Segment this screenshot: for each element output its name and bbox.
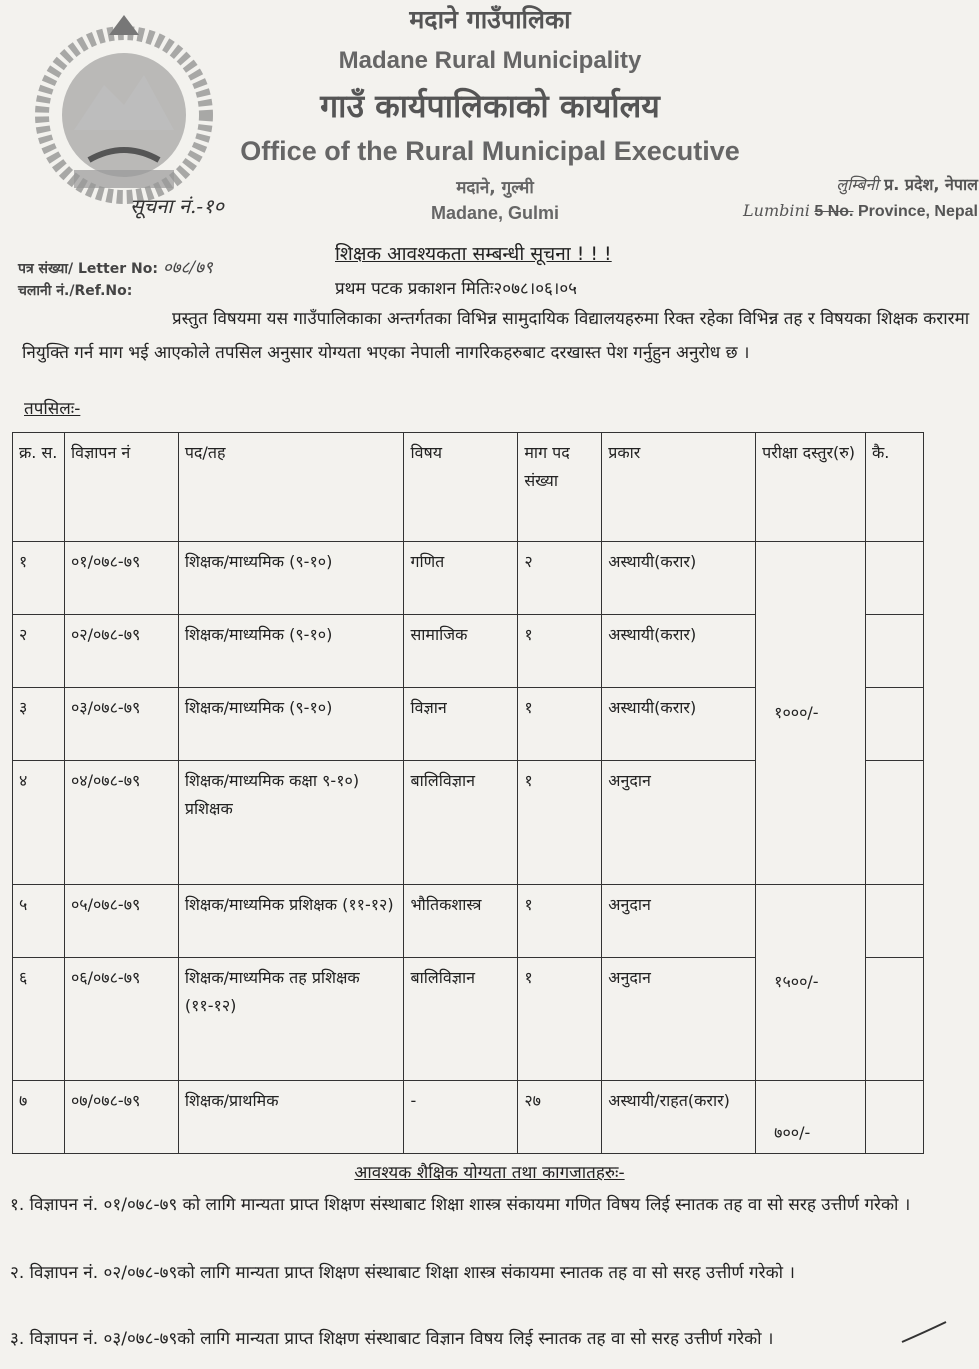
cell-ad-no: ०४/०७८-७९: [64, 761, 178, 884]
cell-post: शिक्षक/माध्यमिक कक्षा ९-१०) प्रशिक्षक: [178, 761, 404, 884]
office-name-en: Office of the Rural Municipal Executive: [240, 136, 740, 166]
province-handwritten-en: Lumbini: [743, 201, 810, 220]
qualification-item: २. विज्ञापन नं. ०२/०७८-७९को लागि मान्यता प्राप्त शिक्षण संस्थाबाट शिक्षा शास्त्र संकायमा स्नातक तह वा सो सरह उत्तीर्ण गरेको ।: [10, 1263, 795, 1283]
municipality-name-np: मदाने गाउँपालिका: [409, 5, 571, 34]
cell-remarks: [866, 761, 924, 884]
cell-type: अस्थायी(करार): [602, 542, 756, 615]
cell-subject: बालिविज्ञान: [404, 957, 518, 1080]
col-header-subject: विषय: [404, 433, 518, 542]
cell-subject: -: [404, 1080, 518, 1153]
cell-subject: बालिविज्ञान: [404, 761, 518, 884]
cell-count: १: [518, 884, 602, 957]
col-header-type: प्रकार: [602, 433, 756, 542]
cell-remarks: [866, 884, 924, 957]
cell-count: १: [518, 688, 602, 761]
cell-post: शिक्षक/माध्यमिक प्रशिक्षक (११-१२): [178, 884, 404, 957]
col-header-count: माग पद संख्या: [518, 433, 602, 542]
cell-subject: विज्ञान: [404, 688, 518, 761]
province-print-np: प्र. प्रदेश, नेपाल: [884, 175, 978, 194]
province-en: [708, 201, 978, 221]
cell-ad-no: ०२/०७८-७९: [64, 615, 178, 688]
cell-post: शिक्षक/माध्यमिक (९-१०): [178, 615, 404, 688]
cell-count: १: [518, 761, 602, 884]
ref-no-label: चलानी नं./Ref.No:: [18, 283, 133, 299]
cell-post: शिक्षक/माध्यमिक तह प्रशिक्षक (११-१२): [178, 957, 404, 1080]
cell-subject: सामाजिक: [404, 615, 518, 688]
cell-ad-no: ०५/०७८-७९: [64, 884, 178, 957]
cell-type: अनुदान: [602, 761, 756, 884]
cell-post: शिक्षक/माध्यमिक (९-१०): [178, 542, 404, 615]
letter-no: [18, 255, 213, 278]
cell-fee-group-3: ७००/-: [756, 1080, 866, 1153]
cell-sn: १: [13, 542, 65, 615]
cell-remarks: [866, 688, 924, 761]
table-header-row: [13, 433, 924, 542]
cell-remarks: [866, 542, 924, 615]
letter-no-label: पत्र संख्या/ Letter No:: [18, 261, 158, 277]
cell-ad-no: ०६/०७८-७९: [64, 957, 178, 1080]
province-np: [748, 173, 978, 195]
cell-remarks: [866, 615, 924, 688]
cell-count: २: [518, 542, 602, 615]
province-print-en: Province, Nepal: [857, 203, 978, 220]
letter-no-value: ०७८/७९: [162, 258, 213, 278]
cell-post: शिक्षक/प्राथमिक: [178, 1080, 404, 1153]
cell-count: १: [518, 957, 602, 1080]
tick-mark-icon: [900, 1318, 950, 1348]
cell-subject: गणित: [404, 542, 518, 615]
cell-type: अनुदान: [602, 957, 756, 1080]
cell-ad-no: ०१/०७८-७९: [64, 542, 178, 615]
cell-sn: ६: [13, 957, 65, 1080]
cell-fee-group-1: १०००/-: [756, 542, 866, 885]
cell-sn: ४: [13, 761, 65, 884]
province-struck: 5 No.: [814, 203, 854, 220]
notice-title: शिक्षक आवश्यकता सम्बन्धी सूचना ! ! !: [335, 243, 612, 265]
col-header-ad-no: विज्ञापन नं: [64, 433, 178, 542]
vacancy-table: [12, 432, 924, 1154]
publish-date: प्रथम पटक प्रकाशन मितिः२०७८।०६।०५: [335, 279, 578, 299]
cell-ad-no: ०३/०७८-७९: [64, 688, 178, 761]
cell-type: अस्थायी(करार): [602, 688, 756, 761]
cell-count: १: [518, 615, 602, 688]
qualification-item: १. विज्ञापन नं. ०१/०७८-७९ को लागि मान्यता प्राप्त शिक्षण संस्थाबाट शिक्षा शास्त्र संकायमा गणित विषय लिई स्नातक तह वा सो सरह उत्तीर्ण गरेको ।: [10, 1195, 911, 1215]
address-en: Madane, Gulmi: [430, 203, 560, 223]
cell-type: अस्थायी/राहत(करार): [602, 1080, 756, 1153]
cell-type: अस्थायी(करार): [602, 615, 756, 688]
col-header-remarks: कै.: [866, 433, 924, 542]
table-row: [13, 884, 924, 957]
col-header-fee: परीक्षा दस्तुर(रु): [756, 433, 866, 542]
table-row: [13, 1080, 924, 1153]
notice-number: सूचना नं.-१०: [130, 194, 224, 218]
table-row: [13, 542, 924, 615]
address-np: मदाने, गुल्मी: [456, 178, 534, 198]
cell-remarks: [866, 1080, 924, 1153]
col-header-sn: क्र. स.: [13, 433, 65, 542]
cell-sn: ५: [13, 884, 65, 957]
province-handwritten-np: लुम्बिनी: [836, 175, 879, 194]
cell-sn: ३: [13, 688, 65, 761]
qualification-item: ३. विज्ञापन नं. ०३/०७८-७९को लागि मान्यता प्राप्त शिक्षण संस्थाबाट विज्ञान विषय लिई स्नातक तह वा सो सरह उत्तीर्ण गरेको ।: [10, 1329, 774, 1349]
cell-type: अनुदान: [602, 884, 756, 957]
col-header-post: पद/तह: [178, 433, 404, 542]
details-label: तपसिलः-: [24, 399, 81, 419]
cell-remarks: [866, 957, 924, 1080]
cell-post: शिक्षक/माध्यमिक (९-१०): [178, 688, 404, 761]
cell-ad-no: ०७/०७८-७९: [64, 1080, 178, 1153]
qualifications-title: आवश्यक शैक्षिक योग्यता तथा कागजातहरुः-: [354, 1163, 625, 1183]
cell-sn: २: [13, 615, 65, 688]
office-name-np: गाउँ कार्यपालिकाको कार्यालय: [320, 87, 660, 125]
intro-paragraph: प्रस्तुत विषयमा यस गाउँपालिकाका अन्तर्गतका विभिन्न सामुदायिक विद्यालयहरुमा रिक्त रहेका विभिन्न तह र विषयका शिक्षक करारमा नियुक्ति गर्न माग भई आएकोले तपसिल अनुसार योग्यता भएका नेपाली नागरिकहरुबाट दरखास्त पेश गर्नुहुन अनुरोध छ ।: [22, 309, 970, 363]
cell-sn: ७: [13, 1080, 65, 1153]
cell-subject: भौतिकशास्त्र: [404, 884, 518, 957]
municipality-name-en: Madane Rural Municipality: [338, 47, 642, 74]
cell-count: २७: [518, 1080, 602, 1153]
cell-fee-group-2: १५००/-: [756, 884, 866, 1080]
